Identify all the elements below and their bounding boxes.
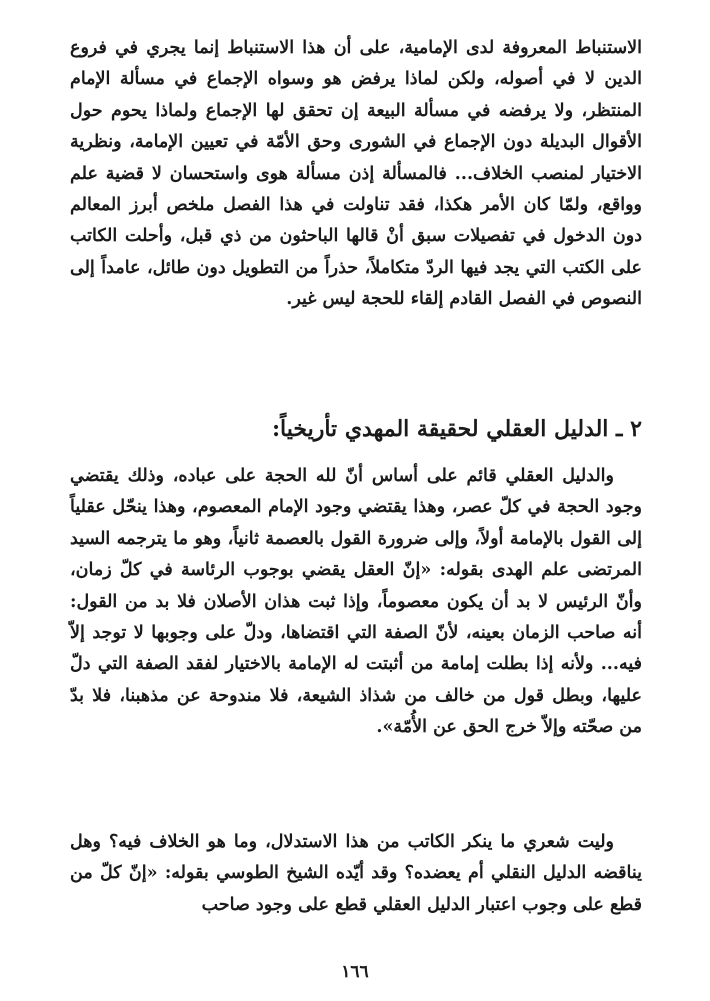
page-number: ١٦٦: [341, 962, 369, 982]
section-heading: ٢ ـ الدليل العقلي لحقيقة المهدي تأريخياً:: [271, 416, 642, 442]
body-paragraph: والدليل العقلي قائم على أساس أنّ لله الحجة على عباده، وذلك يقتضي وجود الحجة في كلّ عصر، وهذا يقتضي وجود الإمام المعصوم، وهذا ينحّل عقلياً إلى القول بالإمامة أولاً، وإلى ضرورة القول بالعصمة ثانياً، وهو ما يترجمه السيد المرتضى علم الهدى بقوله: «إنّ العقل يقضي بوجوب الرئاسة في كلّ زمان، وأنّ الرئيس لا بد أن يكون معصوماً، وإذا ثبت هذان الأصلان فلا بد من القول: أنه صاحب الزمان بعينه، لأنّ الصفة التي اقتضاها، ودلّ على وجوبها لا توجد إلاّ فيه... ولأنه إذا بطلت إمامة من أثبتت له الإمامة بالاختيار لفقد الصفة التي دلّ عليها، وبطل قول من خالف من شذاذ الشيعة، فلا مندوحة عن مذهبنا، فلا بدّ من صحّته وإلاّ خرج الحق عن الأُمّة».: [70, 466, 642, 738]
body-paragraph: وليت شعري ما ينكر الكاتب من هذا الاستدلال، وما هو الخلاف فيه؟ وهل يناقضه الدليل النقلي أم يعضده؟ وقد أيّده الشيخ الطوسي بقوله: «إنّ كلّ من قطع على وجوب اعتبار الدليل العقلي قطع على وجود صاحب: [70, 832, 642, 915]
body-paragraph: الاستنباط المعروفة لدى الإمامية، على أن هذا الاستنباط إنما يجري في فروع الدين لا في أصوله، ولكن لماذا يرفض هو وسواه الإجماع في مسألة الإمام المنتظر، ولا يرفضه في مسألة البيعة إن تحقق لها الإجماع ولماذا يحوم حول الأقوال البديلة دون الإجماع في الشورى وحق الأمّة في تعيين الإمامة، ونظرية الاختيار لمنصب الخلاف... فالمسألة إذن مسألة هوى واستحسان لا قضية علم وواقع، ولمّا كان الأمر هكذا، فقد تناولت في هذا الفصل ملخص أبرز المعالم دون الدخول في تفصيلات سبق أنْ قالها الباحثون من ذي قبل، وأحلت الكاتب على الكتب التي يجد فيها الردّ متكاملاً، حذراً من التطويل دون طائل، عامداً إلى النصوص في الفصل القادم إلقاء للحجة ليس غير.: [70, 38, 642, 310]
